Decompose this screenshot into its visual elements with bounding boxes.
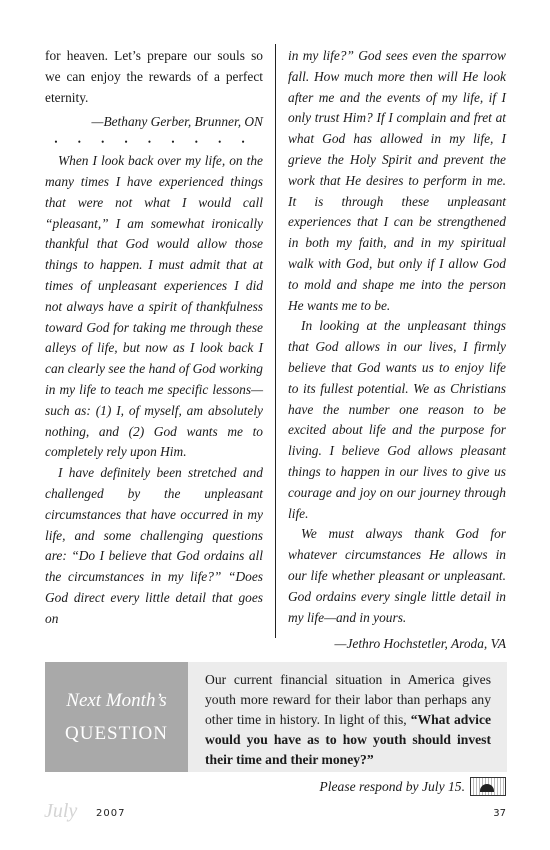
left-intro-paragraph: for heaven. Let’s prepare our souls so we can enjoy the rewards of a perfect eternity. xyxy=(45,48,263,105)
footer-month: July xyxy=(44,800,78,822)
right-signature: —Jethro Hochstetler, Aroda, VA xyxy=(334,636,506,652)
right-column xyxy=(288,46,506,655)
question-bold: “What advice would you have as to how youth should invest their time and their money?” xyxy=(205,712,492,767)
left-paragraph-1: When I look back over my life, on the many times I have experienced things that were not what I would call “pleasant,” I am somewhat ironically thankful that God would allow those things to happen. I must admit that at times of unpleasant experiences I did not always have a spirit of thankfulness toward God for taking me through these alleys of life, but now as I look back I can clearly see the hand of God working in my life to teach me specific lessons—such as: (1) I, of myself, am absolutely nothing, and (2) God wants me to completely rely upon Him. xyxy=(45,153,263,460)
next-question-label xyxy=(45,662,188,772)
mailbox-icon xyxy=(470,777,506,796)
left-signature: —Bethany Gerber, Brunner, ON xyxy=(91,114,263,130)
left-column xyxy=(45,46,263,630)
right-paragraph-2: In looking at the unpleasant things that God allows in our lives, I firmly believe that God wants us to enjoy life to its fullest potential. We as Christians have the number one reason to be excited about life and the purpose for living. I believe God allows pleasant things to happen in our lives to give us courage and joy on our journey through life. xyxy=(288,318,506,521)
respond-by-line xyxy=(319,777,506,796)
footer-year: 2007 xyxy=(96,808,126,819)
right-paragraph-3: We must always thank God for whatever circumstances He allows in our life whether pleasant or unpleasant. God ordains every single little detail in my life—and in yours. xyxy=(288,526,506,625)
respond-text: Please respond by July 15. xyxy=(319,778,465,794)
section-divider-dots: • • • • • • • • • xyxy=(54,137,254,148)
question-text xyxy=(205,670,491,770)
next-months-label: Next Month’s xyxy=(66,690,167,711)
page-number: 37 xyxy=(493,808,506,819)
next-question-box xyxy=(45,662,507,772)
left-paragraph-2: I have definitely been stretched and challenged by the unpleasant circumstances that have occurred in my life, and some challenging questions are: “Do I believe that God ordains all the circumstances in my life?” “Does God direct every little detail that goes on xyxy=(45,465,263,626)
question-intro: Our current financial situation in America gives youth more reward for their labor than perhaps any other time in history. In light of this, xyxy=(205,672,491,727)
right-paragraph-1: in my life?” God sees even the sparrow fall. How much more then will He look after me and the events of my life, if I only trust Him? If I complain and fret at what God has allowed in my life, I grieve the Holy Spirit and prevent the work that He desires to perform in me. It is through these unpleasant experiences that I can be strengthened in both my faith, and in my spiritual walk with God, but only if I allow God to mold and shape me into the person He wants me to be. xyxy=(288,48,506,313)
question-heading: QUESTION xyxy=(65,723,168,744)
column-divider xyxy=(275,44,276,638)
